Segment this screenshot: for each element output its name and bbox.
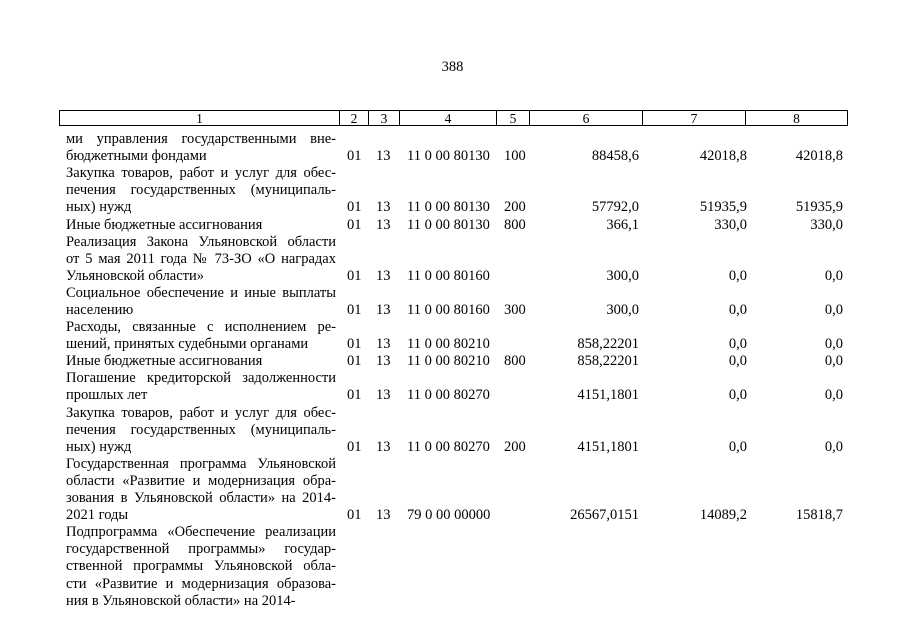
header-col-6: 6 bbox=[529, 110, 643, 126]
cell-c7: 42018,8 bbox=[699, 148, 747, 165]
cell-c2: 01 bbox=[347, 438, 362, 455]
cell-c3: 13 bbox=[376, 353, 391, 370]
cell-c6: 300,0 bbox=[606, 267, 639, 284]
cell-c3: 13 bbox=[376, 148, 391, 165]
header-col-7: 7 bbox=[642, 110, 746, 126]
cell-c2: 01 bbox=[347, 148, 362, 165]
table-row bbox=[0, 165, 905, 216]
description-line: ных) нужд bbox=[66, 199, 132, 216]
description-line: Закупка товаров, работ и услуг для обес- bbox=[66, 165, 336, 182]
table-row bbox=[0, 234, 905, 285]
description-line: Социальное обеспечение и иные выплаты bbox=[66, 284, 336, 301]
cell-c8: 330,0 bbox=[810, 216, 843, 233]
description-line: шений, принятых судебными органами bbox=[66, 336, 309, 353]
description-line: государственной программы» государ- bbox=[66, 541, 336, 558]
description-line: населению bbox=[66, 301, 134, 318]
row-description bbox=[66, 319, 336, 353]
cell-c4: 11 0 00 80160 bbox=[407, 301, 490, 318]
cell-c3: 13 bbox=[376, 301, 391, 318]
row-description bbox=[66, 234, 336, 285]
description-line: печения государственных (муниципаль- bbox=[66, 421, 336, 438]
header-col-4: 4 bbox=[399, 110, 497, 126]
header-col-2: 2 bbox=[339, 110, 369, 126]
cell-c8: 0,0 bbox=[824, 301, 843, 318]
cell-c3: 13 bbox=[376, 387, 391, 404]
table-row bbox=[0, 353, 905, 370]
description-line: Реализация Закона Ульяновской области bbox=[66, 233, 336, 250]
cell-c6: 858,22201 bbox=[577, 353, 639, 370]
cell-c4: 11 0 00 80210 bbox=[407, 336, 490, 353]
description-line: Ульяновской области» bbox=[66, 267, 205, 284]
description-line: от 5 мая 2011 года № 73-ЗО «О наградах bbox=[66, 250, 336, 267]
description-line: Расходы, связанные с исполнением ре- bbox=[66, 319, 336, 336]
row-description bbox=[66, 131, 336, 165]
cell-c3: 13 bbox=[376, 336, 391, 353]
description-line: Погашение кредиторской задолженности bbox=[66, 370, 336, 387]
description-line: Иные бюджетные ассигнования bbox=[66, 353, 263, 370]
description-line: бюджетными фондами bbox=[66, 148, 207, 165]
cell-c4: 11 0 00 80270 bbox=[407, 438, 490, 455]
cell-c8: 0,0 bbox=[824, 438, 843, 455]
cell-c2: 01 bbox=[347, 199, 362, 216]
description-line: зования в Ульяновской области» на 2014- bbox=[66, 490, 336, 507]
cell-c3: 13 bbox=[376, 199, 391, 216]
cell-c5: 800 bbox=[504, 353, 526, 370]
cell-c8: 0,0 bbox=[824, 353, 843, 370]
cell-c3: 13 bbox=[376, 507, 391, 524]
cell-c8: 0,0 bbox=[824, 336, 843, 353]
description-line: Государственная программа Ульяновской bbox=[66, 455, 336, 472]
row-description bbox=[66, 456, 336, 524]
cell-c7: 330,0 bbox=[714, 216, 747, 233]
description-line: ми управления государственными вне- bbox=[66, 131, 336, 147]
description-line: Подпрограмма «Обеспечение реализации bbox=[66, 524, 336, 541]
row-description bbox=[66, 165, 336, 216]
cell-c7: 0,0 bbox=[728, 387, 747, 404]
cell-c5: 200 bbox=[504, 199, 526, 216]
cell-c3: 13 bbox=[376, 216, 391, 233]
cell-c4: 11 0 00 80160 bbox=[407, 267, 490, 284]
row-description bbox=[66, 285, 336, 319]
cell-c6: 858,22201 bbox=[577, 336, 639, 353]
cell-c7: 0,0 bbox=[728, 267, 747, 284]
row-description bbox=[66, 405, 336, 456]
cell-c4: 11 0 00 80270 bbox=[407, 387, 490, 404]
description-line: области «Развитие и модернизация обра- bbox=[66, 472, 336, 489]
table-row bbox=[0, 405, 905, 456]
cell-c7: 51935,9 bbox=[699, 199, 747, 216]
cell-c2: 01 bbox=[347, 216, 362, 233]
cell-c2: 01 bbox=[347, 301, 362, 318]
cell-c2: 01 bbox=[347, 387, 362, 404]
table-header bbox=[59, 110, 848, 127]
table-row bbox=[0, 524, 905, 610]
cell-c5: 200 bbox=[504, 438, 526, 455]
header-col-5: 5 bbox=[496, 110, 530, 126]
row-description bbox=[66, 353, 336, 370]
row-description bbox=[66, 370, 336, 404]
cell-c6: 26567,0151 bbox=[570, 507, 639, 524]
cell-c4: 11 0 00 80130 bbox=[407, 199, 490, 216]
table-row bbox=[0, 319, 905, 353]
header-col-3: 3 bbox=[368, 110, 400, 126]
cell-c6: 366,1 bbox=[606, 216, 639, 233]
cell-c6: 88458,6 bbox=[591, 148, 639, 165]
cell-c8: 51935,9 bbox=[795, 199, 843, 216]
cell-c6: 4151,1801 bbox=[577, 438, 639, 455]
cell-c8: 0,0 bbox=[824, 267, 843, 284]
description-line: печения государственных (муниципаль- bbox=[66, 182, 336, 199]
table-row bbox=[0, 285, 905, 319]
description-line: Закупка товаров, работ и услуг для обес- bbox=[66, 404, 336, 421]
row-description bbox=[66, 524, 336, 609]
description-line: ных) нужд bbox=[66, 438, 132, 455]
table-row bbox=[0, 131, 905, 165]
cell-c2: 01 bbox=[347, 336, 362, 353]
cell-c7: 0,0 bbox=[728, 438, 747, 455]
cell-c8: 42018,8 bbox=[795, 148, 843, 165]
description-line: прошлых лет bbox=[66, 387, 148, 404]
cell-c6: 300,0 bbox=[606, 301, 639, 318]
cell-c7: 0,0 bbox=[728, 336, 747, 353]
cell-c7: 14089,2 bbox=[699, 507, 747, 524]
table-row bbox=[0, 456, 905, 524]
cell-c7: 0,0 bbox=[728, 301, 747, 318]
cell-c5: 300 bbox=[504, 301, 526, 318]
cell-c3: 13 bbox=[376, 438, 391, 455]
cell-c5: 100 bbox=[504, 148, 526, 165]
cell-c2: 01 bbox=[347, 267, 362, 284]
description-line: ния в Ульяновской области» на 2014- bbox=[66, 592, 296, 609]
cell-c4: 11 0 00 80130 bbox=[407, 148, 490, 165]
description-line: сти «Развитие и модернизация образова- bbox=[66, 575, 336, 592]
cell-c5: 800 bbox=[504, 216, 526, 233]
description-line: Иные бюджетные ассигнования bbox=[66, 216, 263, 233]
cell-c6: 4151,1801 bbox=[577, 387, 639, 404]
cell-c3: 13 bbox=[376, 267, 391, 284]
header-col-8: 8 bbox=[745, 110, 848, 126]
cell-c7: 0,0 bbox=[728, 353, 747, 370]
cell-c2: 01 bbox=[347, 507, 362, 524]
description-line: ственной программы Ульяновской обла- bbox=[66, 558, 336, 575]
cell-c4: 79 0 00 00000 bbox=[407, 507, 491, 524]
cell-c2: 01 bbox=[347, 353, 362, 370]
cell-c6: 57792,0 bbox=[591, 199, 639, 216]
description-line: 2021 годы bbox=[66, 507, 129, 524]
cell-c8: 15818,7 bbox=[795, 507, 843, 524]
cell-c4: 11 0 00 80130 bbox=[407, 216, 490, 233]
table-row bbox=[0, 217, 905, 234]
table-row bbox=[0, 370, 905, 404]
row-description bbox=[66, 217, 336, 234]
page-number: 388 bbox=[441, 59, 464, 75]
cell-c8: 0,0 bbox=[824, 387, 843, 404]
header-col-1: 1 bbox=[59, 110, 340, 126]
cell-c4: 11 0 00 80210 bbox=[407, 353, 490, 370]
